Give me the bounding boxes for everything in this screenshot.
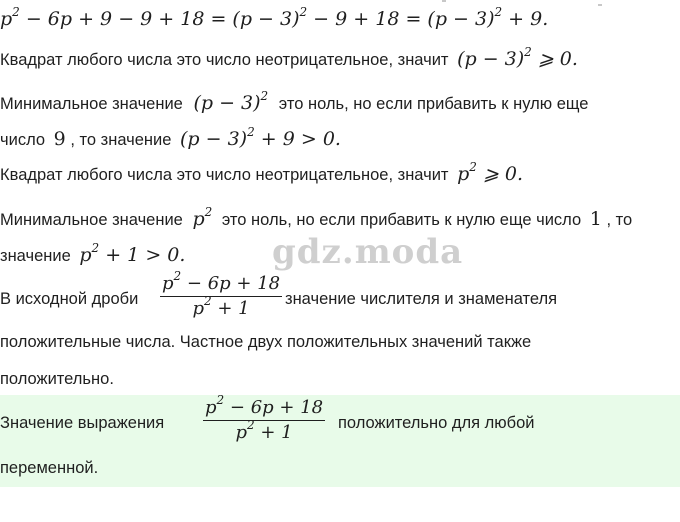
fraction-numerator: $p^2 - 6p + 18$	[162, 269, 281, 294]
text-line-10	[0, 370, 114, 389]
text-line-6	[0, 205, 633, 230]
answer-line-left	[0, 414, 164, 433]
inline-math: $(p - 3)^2$ ⩾ 0.	[457, 45, 578, 70]
text-line-8-left	[0, 290, 138, 309]
paragraph-text: Квадрат любого числа это число неотрицательное, значит	[0, 51, 449, 69]
paragraph-text: В исходной дроби	[0, 290, 139, 308]
text-line-2	[0, 45, 578, 70]
answer-fraction	[203, 393, 325, 445]
paragraph-text: положительно.	[0, 370, 114, 388]
paragraph-text: значение	[0, 247, 71, 265]
answer-highlight-box	[0, 395, 680, 487]
inline-math: $p^2 + 1 > 0$.	[79, 241, 186, 266]
answer-text: положительно для любой	[338, 414, 535, 432]
top-artifact-mark	[442, 0, 446, 2]
inline-math: $p^2$	[192, 205, 213, 230]
paragraph-text: , то значение	[70, 131, 172, 149]
inline-math: $(p - 3)^2$	[193, 89, 269, 114]
paragraph-text: Квадрат любого числа это число неотрицательное, значит	[0, 166, 449, 184]
answer-line-2	[0, 459, 98, 478]
fraction-numerator: $p^2 - 6p + 18$	[205, 393, 324, 418]
inline-math: $p^2$ ⩾ 0.	[457, 160, 524, 185]
transformation-equation: $p^2 - 6p + 9 - 9 + 18 = (p - 3)^2 - 9 + 18 = (p - 3)^2 + 9$.	[0, 5, 549, 30]
text-line-7	[0, 241, 186, 266]
equation-line-1	[0, 5, 549, 30]
inline-number: 9	[53, 128, 66, 150]
answer-text: переменной.	[0, 459, 99, 477]
inline-math: $(p - 3)^2 + 9 > 0$.	[180, 125, 341, 150]
fraction-expression	[160, 269, 282, 321]
paragraph-text: это ноль, но если прибавить к нулю еще число	[221, 211, 582, 229]
answer-line-right	[338, 414, 535, 433]
paragraph-text: Минимальное значение	[0, 211, 183, 229]
watermark-logo: gdz.moda	[272, 232, 464, 272]
inline-number: 1	[589, 208, 602, 230]
text-line-5	[0, 160, 524, 185]
fraction-denominator: $p^2 + 1$	[192, 294, 250, 320]
text-line-8-right	[285, 290, 557, 309]
top-artifact-mark	[598, 4, 602, 6]
paragraph-text: Минимальное значение	[0, 95, 183, 113]
answer-text: Значение выражения	[0, 414, 165, 432]
text-line-3	[0, 89, 589, 114]
paragraph-text: значение числителя и знаменателя	[285, 290, 558, 308]
paragraph-text: , то	[606, 211, 633, 229]
paragraph-text: это ноль, но если прибавить к нулю еще	[278, 95, 589, 113]
text-line-9	[0, 333, 531, 352]
text-line-4	[0, 125, 341, 150]
paragraph-text: число	[0, 131, 46, 149]
fraction-denominator: $p^2 + 1$	[235, 418, 293, 444]
paragraph-text: положительные числа. Частное двух положительных значений также	[0, 333, 532, 351]
